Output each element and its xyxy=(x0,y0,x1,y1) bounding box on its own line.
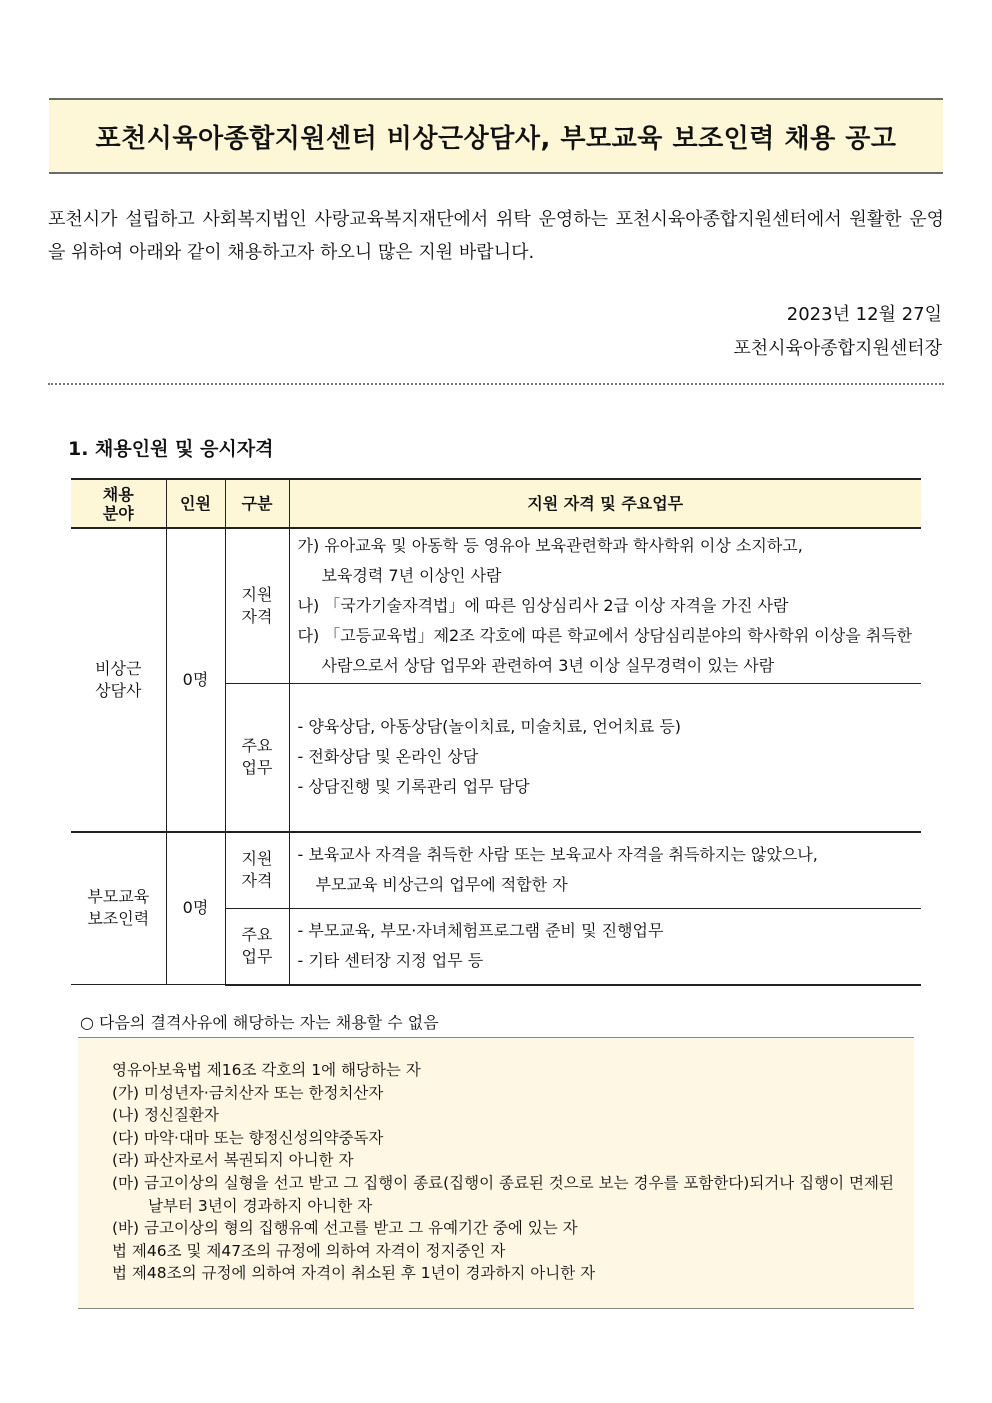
notice-date: 2023년 12월 27일 xyxy=(786,304,942,325)
header-field xyxy=(71,479,166,528)
table-header-row xyxy=(71,479,921,528)
duty-list xyxy=(289,684,921,832)
qualification-label-cell xyxy=(225,832,289,909)
issuer-name: 포천시육아종합지원센터장 xyxy=(733,338,942,359)
list-item: 날부터 3년이 경과하지 아니한 자 xyxy=(148,1196,373,1215)
list-item: - 상담진행 및 기록관리 업무 담당 xyxy=(297,777,530,797)
duty-label-cell xyxy=(225,909,289,985)
list-item: (바) 금고이상의 형의 집행유예 선고를 받고 그 유예기간 중에 있는 자 xyxy=(112,1219,578,1238)
duty-label-line2: 업무 xyxy=(241,758,273,778)
list-item: 보육경력 7년 이상인 사람 xyxy=(321,566,502,585)
header-description: 지원 자격 및 주요업무 xyxy=(289,479,921,528)
duty-label-line1: 주요 xyxy=(241,736,273,756)
list-item: - 양육상담, 아동상담(놀이치료, 미술치료, 언어치료 등) xyxy=(297,717,682,737)
qualification-label-line1: 지원 xyxy=(241,849,273,869)
field-line1: 비상근 xyxy=(95,658,142,678)
field-cell xyxy=(71,528,166,832)
duty-label-line2: 업무 xyxy=(241,947,273,967)
table-row xyxy=(71,528,921,684)
list-item: (나) 정신질환자 xyxy=(112,1106,219,1125)
header-field-line1: 채용 xyxy=(102,484,134,504)
duty-label-line1: 주요 xyxy=(241,925,273,945)
list-item: - 전화상담 및 온라인 상담 xyxy=(297,747,479,767)
header-field-line2: 분야 xyxy=(102,503,134,523)
qualification-label-line2: 자격 xyxy=(241,871,273,891)
list-item: 나) 「국가기술자격법」에 따른 임상심리사 2급 이상 자격을 가진 사람 xyxy=(297,596,789,615)
list-item: 영유아보육법 제16조 각호의 1에 해당하는 자 xyxy=(112,1061,421,1079)
list-item: 부모교육 비상근의 업무에 적합한 자 xyxy=(315,875,568,895)
list-item: - 보육교사 자격을 취득한 사람 또는 보육교사 자격을 취득하지는 않았으나, xyxy=(297,845,818,865)
field-line1: 부모교육 xyxy=(87,887,150,907)
page-title: 포천시육아종합지원센터 비상근상담사, 부모교육 보조인력 채용 공고 xyxy=(95,123,897,154)
field-line2: 보조인력 xyxy=(87,909,150,929)
disqualification-box xyxy=(78,1037,914,1309)
count-cell: 0명 xyxy=(166,832,225,985)
qualification-list xyxy=(289,528,921,684)
title-banner xyxy=(49,98,943,174)
list-item: 법 제46조 및 제47조의 규정에 의하여 자격이 정지중인 자 xyxy=(112,1241,506,1260)
count-cell: 0명 xyxy=(166,528,225,832)
list-item: 다) 「고등교육법」제2조 각호에 따른 학교에서 상담심리분야의 학사학위 이상을 취득한 xyxy=(297,626,913,645)
header-category: 구분 xyxy=(225,479,289,528)
list-item: (가) 미성년자·금치산자 또는 한정치산자 xyxy=(112,1083,384,1102)
intro-paragraph: 포천시가 설립하고 사회복지법인 사랑교육복지재단에서 위탁 운영하는 포천시육아종합지원센터에서 원활한 운영을 위하여 아래와 같이 채용하고자 하오니 많은 지원 바랍니다. xyxy=(48,209,944,263)
field-line2: 상담사 xyxy=(95,680,142,700)
list-item: 사람으로서 상담 업무와 관련하여 3년 이상 실무경력이 있는 사람 xyxy=(321,656,775,675)
list-item: - 부모교육, 부모·자녀체험프로그램 준비 및 진행업무 xyxy=(297,921,664,941)
header-count: 인원 xyxy=(166,479,225,528)
qualification-label-line2: 자격 xyxy=(241,607,273,626)
list-item: (다) 마약·대마 또는 향정신성의약중독자 xyxy=(112,1128,384,1147)
list-item: - 기타 센터장 지정 업무 등 xyxy=(297,951,484,971)
recruitment-table xyxy=(71,478,921,986)
qualification-list xyxy=(289,832,921,909)
qualification-label-cell xyxy=(225,528,289,684)
list-item: 법 제48조의 규정에 의하여 자격이 취소된 후 1년이 경과하지 아니한 자 xyxy=(112,1264,596,1283)
field-cell xyxy=(71,832,166,985)
list-item: (라) 파산자로서 복권되지 아니한 자 xyxy=(112,1151,354,1170)
disqualification-note: ○ 다음의 결격사유에 해당하는 자는 채용할 수 없음 xyxy=(80,1013,439,1032)
list-item: 가) 유아교육 및 아동학 등 영유아 보육관련학과 학사학위 이상 소지하고, xyxy=(297,536,803,555)
list-item: (마) 금고이상의 실형을 선고 받고 그 집행이 종료(집행이 종료된 것으로 보는 경우를 포함한다)되거나 집행이 면제된 xyxy=(112,1173,894,1192)
table-row xyxy=(71,832,921,909)
qualification-label-line1: 지원 xyxy=(241,585,273,604)
section-title: 1. 채용인원 및 응시자격 xyxy=(68,438,274,460)
duty-list xyxy=(289,909,921,985)
dotted-divider xyxy=(48,383,944,385)
duty-label-cell xyxy=(225,684,289,832)
